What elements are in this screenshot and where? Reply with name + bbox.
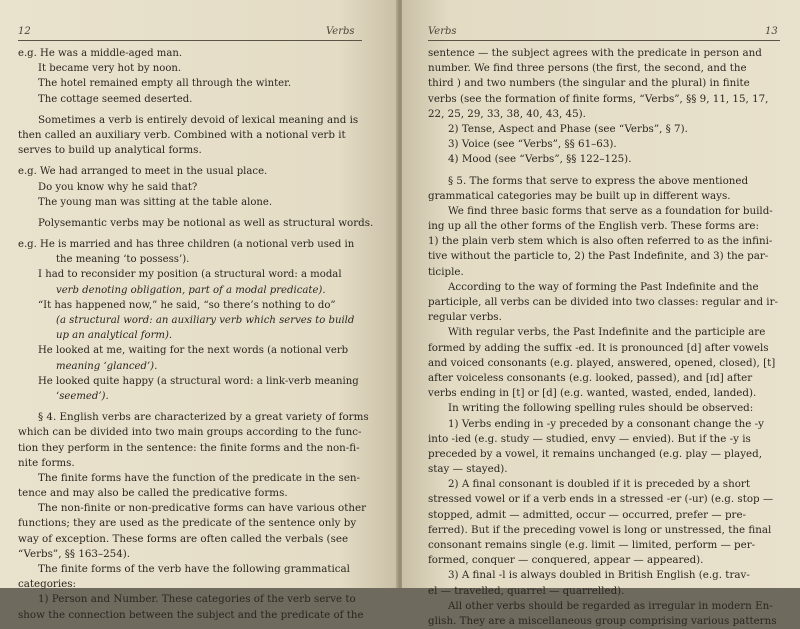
text-line: glish. They are a miscellaneous group comprising various patterns bbox=[428, 614, 777, 627]
right-page bbox=[402, 0, 800, 627]
text-line: All other verbs should be regarded as irregular in modern En- bbox=[448, 599, 773, 612]
running-head: Verbs bbox=[428, 26, 457, 37]
text-line: According to the way of forming the Past Indefinite and the bbox=[448, 280, 759, 293]
text-line: “It has happened now,” he said, “so there’s nothing to do” bbox=[38, 299, 336, 311]
text-line: 3) Voice (see “Verbs”, §§ 61–63). bbox=[448, 138, 617, 151]
text-line: nite forms. bbox=[18, 456, 75, 469]
text-line: third ) and two numbers (the singular and the plural) in finite bbox=[428, 77, 750, 90]
header-rule bbox=[18, 40, 362, 41]
text-line: He looked quite happy (a structural word: a link-verb meaning bbox=[38, 375, 359, 387]
text-line: It became very hot by noon. bbox=[38, 63, 182, 75]
left-page-text bbox=[18, 46, 374, 623]
text-line: sentence — the subject agrees with the predicate in person and bbox=[428, 47, 762, 59]
text-line: serves to build up analytical forms. bbox=[18, 144, 202, 157]
text-line: then called an auxiliary verb. Combined with a notional verb it bbox=[18, 128, 346, 141]
text-line: ‘seemed’). bbox=[56, 390, 109, 402]
text-line: way of exception. These forms are often called the verbals (see bbox=[18, 532, 349, 545]
page-number: 13 bbox=[765, 26, 778, 37]
text-line: tion they perform in the sentence: the finite forms and the non-fi- bbox=[18, 441, 360, 454]
text-line: stopped, admit — admitted, occur — occurred, prefer — pre- bbox=[428, 508, 747, 521]
text-line: The cottage seemed deserted. bbox=[38, 93, 193, 105]
text-line: 1) Person and Number. These categories of the verb serve to bbox=[38, 593, 356, 606]
text-line: The non-finite or non-predicative forms can have various other bbox=[38, 502, 367, 515]
text-line: Sometimes a verb is entirely devoid of lexical meaning and is bbox=[38, 113, 359, 126]
text-line: ticiple. bbox=[428, 265, 464, 278]
left-page bbox=[0, 0, 398, 621]
text-line: verbs ending in [t] or [d] (e.g. wanted, wasted, ended, landed). bbox=[428, 387, 757, 400]
text-line: ing up all the other forms of the English verb. These forms are: bbox=[428, 220, 759, 233]
text-line: verbs (see the formation of finite forms, “Verbs”, §§ 9, 11, 15, 17, bbox=[428, 92, 769, 105]
text-line: The finite forms have the function of the predicate in the sen- bbox=[38, 471, 361, 484]
text-line: e.g. He was a middle-aged man. bbox=[18, 48, 183, 59]
text-line: He looked at me, waiting for the next words (a notional verb bbox=[38, 345, 349, 357]
text-line: consonant remains single (e.g. limit — limited, perform — per- bbox=[428, 539, 756, 551]
text-line: stressed vowel or if a verb ends in a stressed -er (-ur) (e.g. stop — bbox=[428, 493, 774, 506]
running-head: Verbs bbox=[326, 26, 355, 37]
text-line: tive without the particle to, 2) the Past Indefinite, and 3) the par- bbox=[428, 250, 769, 263]
text-line: 4) Mood (see “Verbs”, §§ 122–125). bbox=[448, 153, 632, 166]
text-line: § 5. The forms that serve to express the above mentioned bbox=[448, 174, 749, 187]
text-line: § 4. English verbs are characterized by a great variety of forms bbox=[38, 411, 369, 424]
text-line: the meaning ‘to possess’). bbox=[56, 254, 190, 266]
text-line: formed, conquer — conquered, appear — appeared). bbox=[428, 554, 704, 567]
text-line: into -ied (e.g. study — studied, envy — envied). But if the -y is bbox=[428, 432, 751, 445]
text-line: Polysemantic verbs may be notional as well as structural words. bbox=[38, 216, 374, 229]
text-line: 1) Verbs ending in -y preceded by a consonant change the -y bbox=[448, 417, 764, 430]
text-line: The hotel remained empty all through the winter. bbox=[38, 78, 292, 90]
text-line: el — travelled, quarrel — quarrelled). bbox=[428, 584, 625, 597]
text-line: tence and may also be called the predicative forms. bbox=[18, 487, 288, 500]
text-line: meaning ‘glanced’). bbox=[56, 360, 158, 372]
text-line: formed by adding the suffix -ed. It is pronounced [d] after vowels bbox=[428, 341, 769, 354]
text-line: 2) A final consonant is doubled if it is preceded by a short bbox=[448, 478, 750, 491]
text-line: which can be divided into two main groups according to the func- bbox=[18, 426, 362, 439]
text-line: preceded by a vowel, it remains unchanged (e.g. play — played, bbox=[428, 447, 762, 460]
text-line: functions; they are used as the predicate of the sentence only by bbox=[18, 517, 357, 530]
page-number: 12 bbox=[18, 26, 31, 37]
text-line: 1) the plain verb stem which is also often referred to as the infini- bbox=[428, 235, 773, 248]
text-line: We find three basic forms that serve as a foundation for build- bbox=[448, 204, 773, 217]
right-page-text bbox=[428, 46, 780, 629]
text-line: grammatical categories may be built up in different ways. bbox=[428, 189, 731, 202]
text-line: With regular verbs, the Past Indefinite and the participle are bbox=[448, 326, 766, 339]
text-line: (a structural word: an auxiliary verb which serves to build bbox=[56, 315, 355, 326]
text-line: e.g. He is married and has three children (a notional verb used in bbox=[18, 239, 355, 251]
text-line: and voiced consonants (e.g. played, answered, opened, closed), [t] bbox=[428, 356, 776, 369]
text-line: 2) Tense, Aspect and Phase (see “Verbs”, § 7). bbox=[448, 122, 688, 135]
text-line: 22, 25, 29, 33, 38, 40, 43, 45). bbox=[428, 107, 586, 120]
text-line: In writing the following spelling rules should be observed: bbox=[448, 402, 754, 415]
text-line: I had to reconsider my position (a structural word: a modal bbox=[38, 269, 342, 281]
text-line: regular verbs. bbox=[428, 311, 502, 324]
text-line: after voiceless consonants (e.g. looked, passed), and [ɪd] after bbox=[428, 371, 753, 384]
text-line: ferred). But if the preceding vowel is long or unstressed, the final bbox=[428, 523, 772, 536]
text-line: 3) A final -l is always doubled in British English (e.g. trav- bbox=[448, 569, 750, 582]
text-line: show the connection between the subject and the predicate of the bbox=[18, 608, 364, 621]
header-rule bbox=[428, 40, 780, 41]
text-line: “Verbs”, §§ 163–254). bbox=[18, 547, 131, 560]
text-line: e.g. We had arranged to meet in the usual place. bbox=[18, 166, 268, 178]
text-line: participle, all verbs can be divided into two classes: regular and ir- bbox=[428, 296, 779, 308]
text-line: verb denoting obligation, part of a modal predicate). bbox=[56, 284, 326, 296]
text-line: The young man was sitting at the table alone. bbox=[38, 196, 273, 208]
text-line: The finite forms of the verb have the following grammatical bbox=[38, 563, 350, 575]
text-line: categories: bbox=[18, 578, 76, 591]
text-line: Do you know why he said that? bbox=[38, 181, 198, 193]
text-line: up an analytical form). bbox=[56, 330, 173, 342]
text-line: number. We find three persons (the first, the second, and the bbox=[428, 62, 747, 75]
text-line: stay — stayed). bbox=[428, 463, 508, 476]
